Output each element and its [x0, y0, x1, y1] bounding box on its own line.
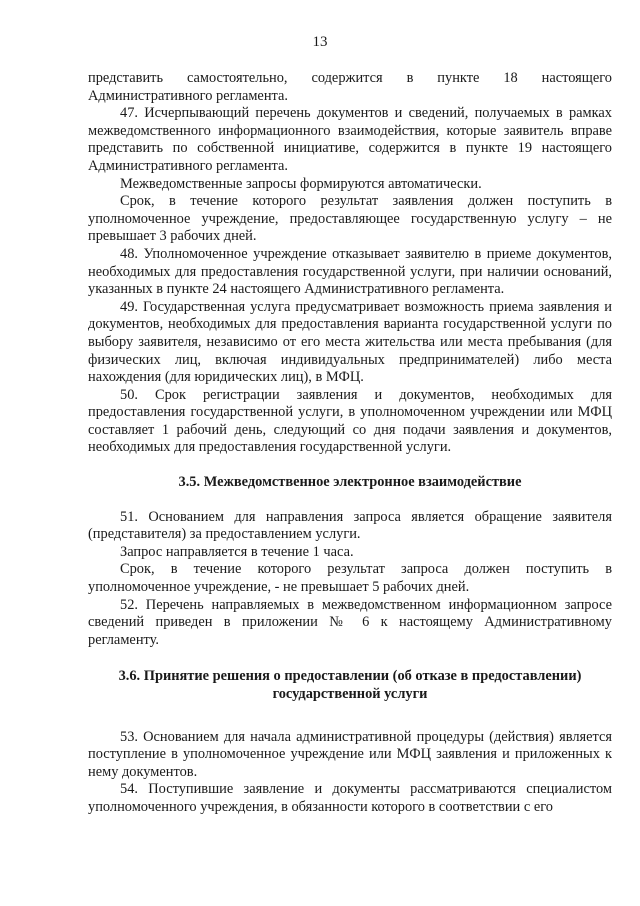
paragraph-term-3-days: Срок, в течение которого результат заявления должен поступить в уполномоченное учреждение, предоставляющее государственную услугу – не превышает 3 рабочих дней.	[88, 193, 612, 245]
page-number: 13	[312, 34, 328, 50]
paragraph-50: 50. Срок регистрации заявления и документов, необходимых для предоставления государственной услуги, в уполномоченном учреждении или МФЦ составляет 1 рабочий день, следующий со дня подачи заявления и документов, необходимых для предоставления государственной услуги.	[88, 386, 612, 456]
paragraph-54: 54. Поступившие заявление и документы рассматриваются специалистом уполномоченного учреждения, в обязанности которого в соответствии с его	[88, 781, 612, 815]
paragraph-48: 48. Уполномоченное учреждение отказывает заявителю в приеме документов, необходимых для предоставления государственной услуги, при наличии оснований, указанных в пункте 24 настоящего Административного регламента.	[88, 245, 612, 298]
paragraph-continuation: представить самостоятельно, содержится в пункте 18 настоящего Административного регламента.	[88, 70, 612, 104]
page-body	[88, 70, 612, 817]
paragraph-53: 53. Основанием для начала административной процедуры (действия) является поступление в уполномоченное учреждение или МФЦ заявления и приложенных к нему документов.	[88, 728, 612, 780]
paragraph-49: 49. Государственная услуга предусматривает возможность приема заявления и документов, необходимых для предоставления варианта государственной услуги по выбору заявителя, независимо от его места жительства или места пребывания (для физических лиц, включая индивидуальных предпринимателей) либо места нахождения (для юридических лиц), в МФЦ.	[88, 298, 612, 386]
paragraph-47: 47. Исчерпывающий перечень документов и сведений, получаемых в рамках межведомственного информационного взаимодействия, которые заявитель вправе представить по собственной инициативе, содержится в пункте 19 настоящего Административного регламента.	[88, 105, 612, 174]
paragraph-52: 52. Перечень направляемых в межведомственном информационном запросе сведений приведен в приложении № 6 к настоящему Административному регламенту.	[88, 596, 612, 648]
section-heading-3-5: 3.5. Межведомственное электронное взаимодействие	[178, 474, 522, 491]
paragraph-51: 51. Основанием для направления запроса является обращение заявителя (представителя) за предоставлением услуги.	[88, 508, 612, 543]
paragraph-request-1-hour: Запрос направляется в течение 1 часа.	[120, 543, 354, 560]
paragraph-term-5-days: Срок, в течение которого результат запроса должен поступить в уполномоченное учреждение, - не превышает 5 рабочих дней.	[88, 561, 612, 596]
section-heading-3-6: 3.6. Принятие решения о предоставлении (об отказе в предоставлении) государственной услуги	[118, 668, 582, 702]
paragraph-requests-auto: Межведомственные запросы формируются автоматически.	[120, 175, 482, 192]
